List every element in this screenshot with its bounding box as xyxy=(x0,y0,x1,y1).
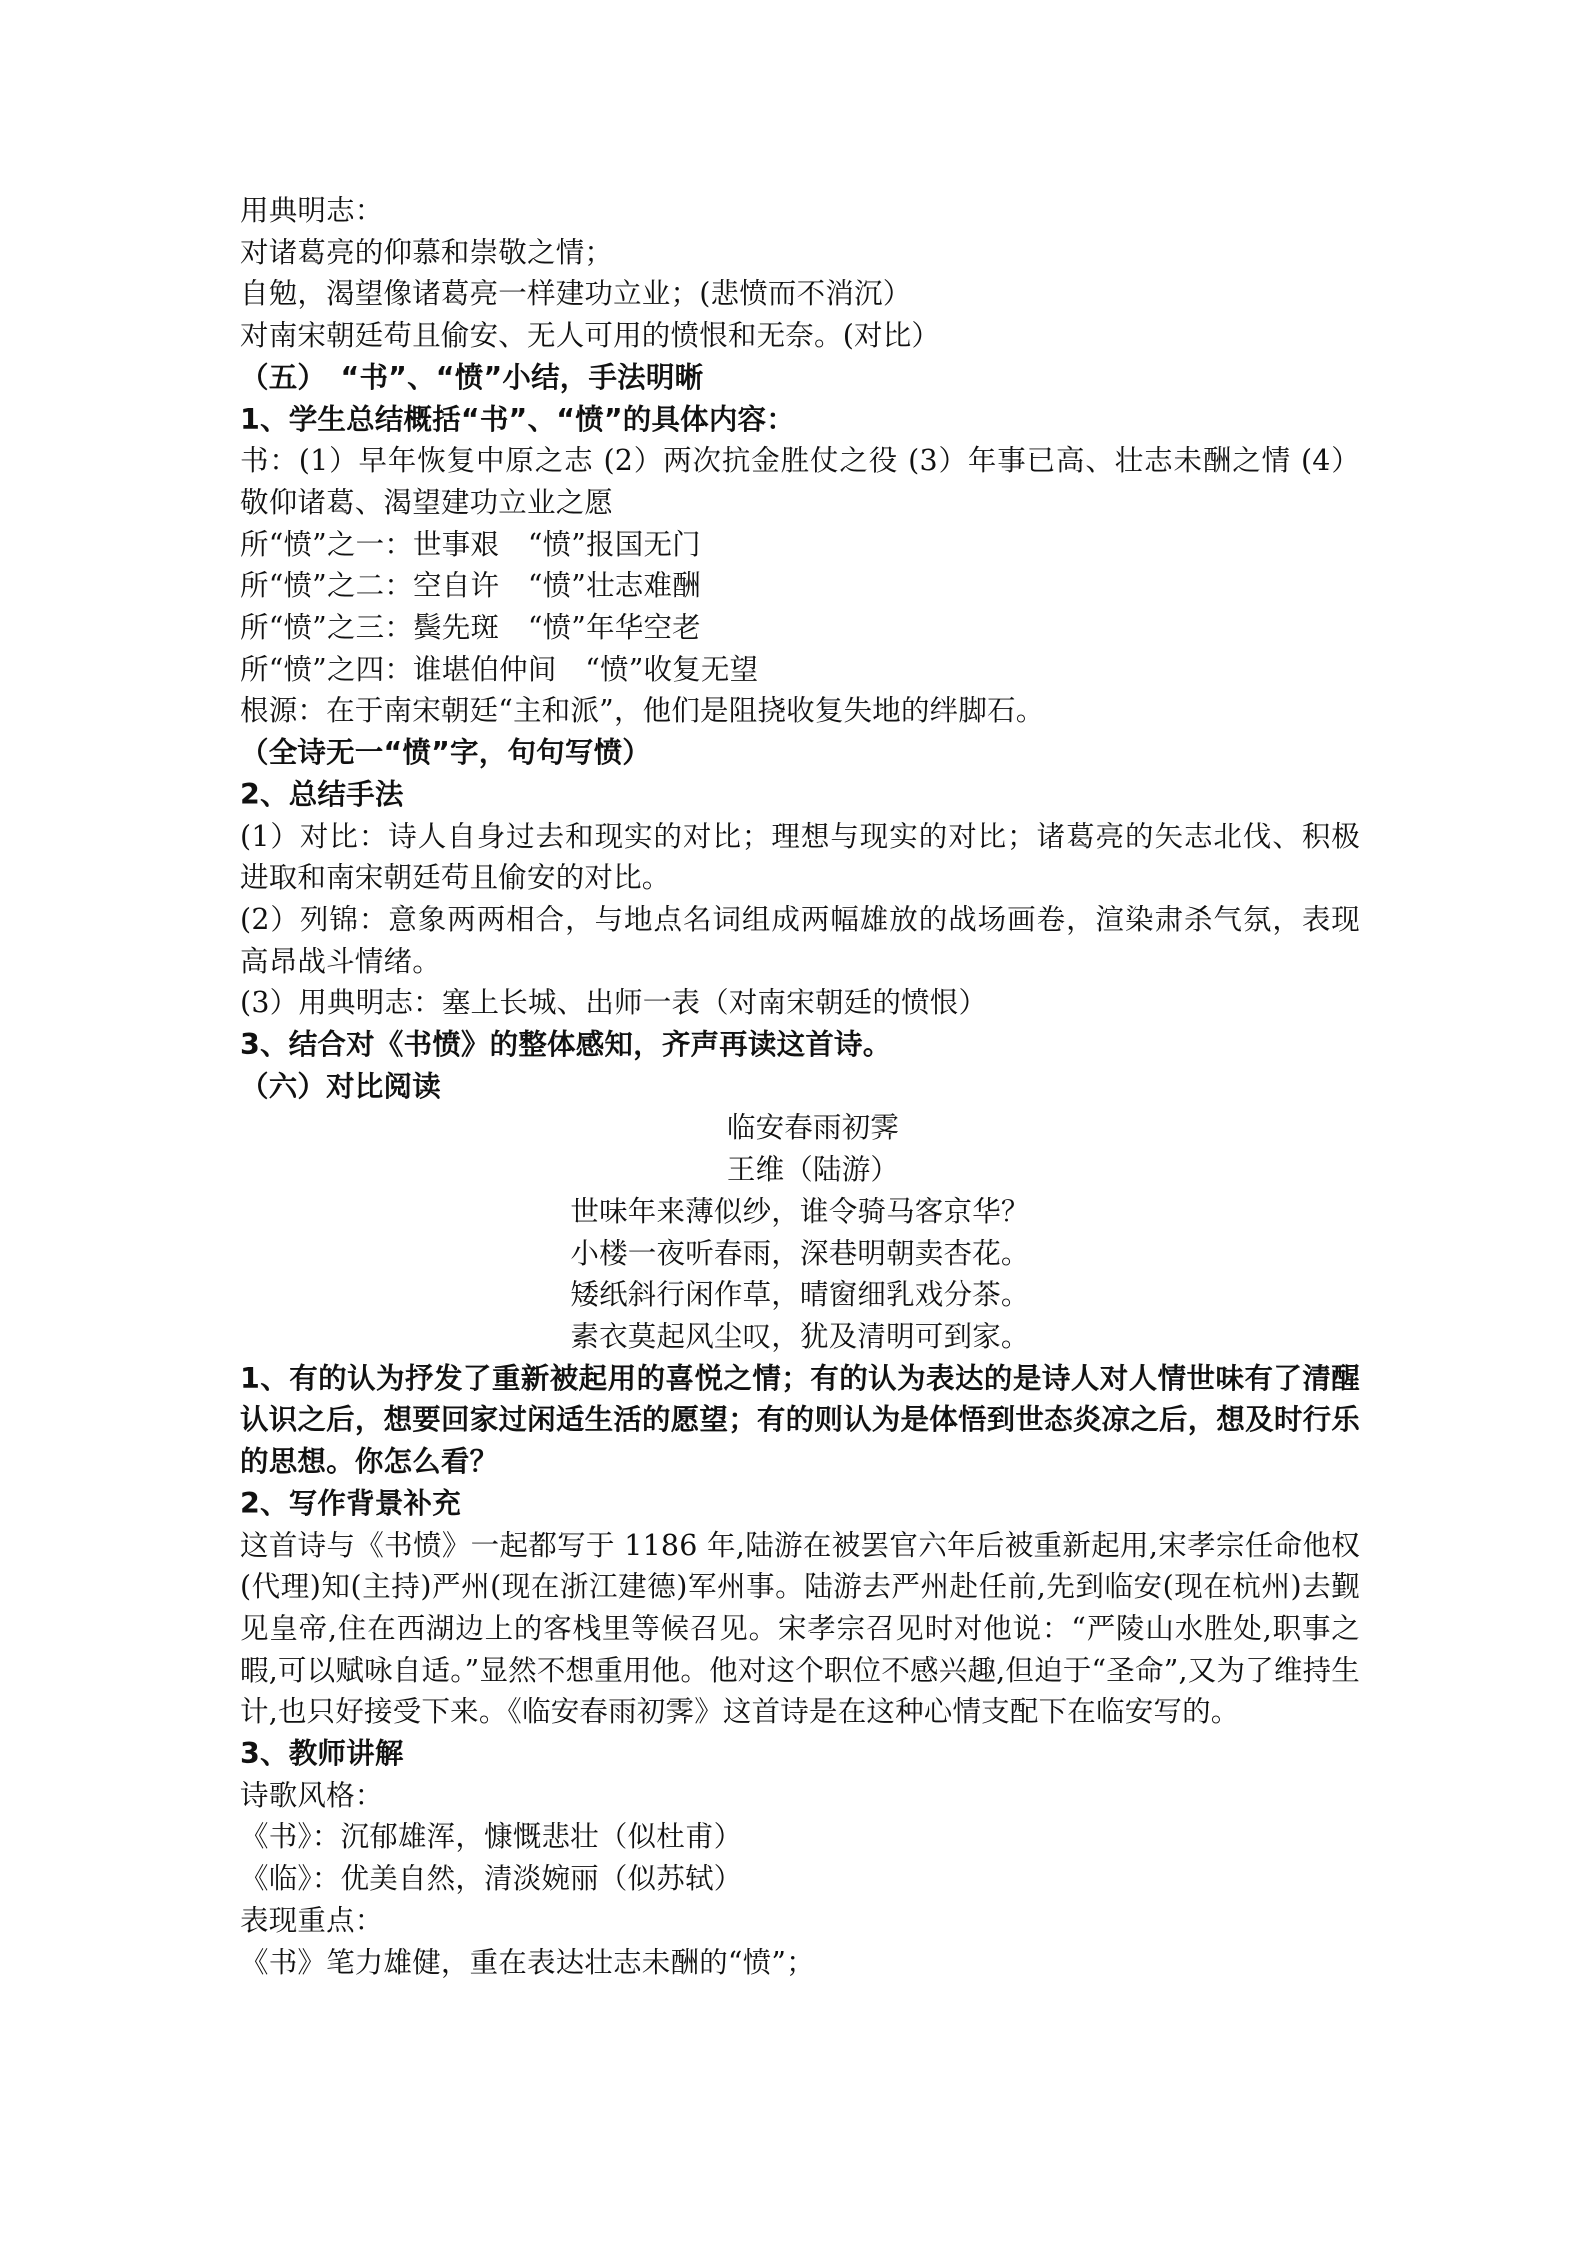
shu-content: 书：(1）早年恢复中原之志 (2）两次抗金胜仗之役 (3）年事已高、壮志未酬之情 (4）敬仰诸葛、渴望建功立业之愿 xyxy=(240,444,1360,519)
text-line: 表现重点： xyxy=(240,1903,384,1937)
text-line: 《书》笔力雄健，重在表达壮志未酬的“愤”； xyxy=(240,1945,815,1979)
fen-line: 所“愤”之三：鬓先斑 “愤”年华空老 xyxy=(240,611,701,645)
poem-line: 世味年来薄似纱，谁令骑马客京华？ xyxy=(570,1194,1030,1228)
root-line: 根源：在于南宋朝廷“主和派”，他们是阻挠收复失地的绊脚石。 xyxy=(240,694,1045,728)
fen-line: 所“愤”之一：世事艰 “愤”报国无门 xyxy=(240,527,701,561)
technique-item: (1）对比：诗人自身过去和现实的对比；理想与现实的对比；诸葛亮的矢志北伐、积极进取和南宋朝廷苟且偷安的对比。 xyxy=(240,819,1360,895)
text-line: 《临》：优美自然，清淡婉丽（似苏轼） xyxy=(240,1862,743,1896)
poem-author: 王维（陆游） xyxy=(726,1153,900,1187)
poem-line: 小楼一夜听春雨，深巷明朝卖杏花。 xyxy=(570,1236,1030,1270)
poem-line: 矮纸斜行闲作草，晴窗细乳戏分茶。 xyxy=(570,1278,1030,1312)
text-line: 诗歌风格： xyxy=(240,1778,384,1812)
item-heading: 1、学生总结概括“书”、“愤”的具体内容： xyxy=(240,402,795,436)
item-heading: 2、总结手法 xyxy=(240,777,404,811)
technique-item: (3）用典明志：塞上长城、出师一表（对南宋朝廷的愤恨） xyxy=(240,986,988,1020)
item-heading: 2、写作背景补充 xyxy=(240,1486,461,1520)
fen-line: 所“愤”之四：谁堪伯仲间 “愤”收复无望 xyxy=(240,652,759,686)
text-line: 自勉，渴望像诸葛亮一样建功立业；(悲愤而不消沉） xyxy=(240,277,912,311)
text-line: 对诸葛亮的仰慕和崇敬之情； xyxy=(240,235,614,269)
item-heading: 3、结合对《书愤》的整体感知，齐声再读这首诗。 xyxy=(240,1028,892,1062)
section-heading: （六）对比阅读 xyxy=(240,1069,441,1103)
text-line: 《书》：沉郁雄浑，慷慨悲壮（似杜甫） xyxy=(240,1820,743,1854)
poem-line: 素衣莫起风尘叹，犹及清明可到家。 xyxy=(570,1319,1030,1353)
summary-line: （全诗无一“愤”字，句句写愤） xyxy=(240,736,651,770)
document-body xyxy=(240,190,1360,1983)
text-line: 对南宋朝廷苟且偷安、无人可用的愤恨和无奈。(对比） xyxy=(240,319,941,353)
background-paragraph: 这首诗与《书愤》一起都写于 1186 年,陆游在被罢官六年后被重新起用,宋孝宗任命他权(代理)知(主持)严州(现在浙江建德)军州事。陆游去严州赴任前,先到临安(现在杭州)去觐见皇帝,住在西湖边上的客栈里等候召见。宋孝宗召见时对他说：“严陵山水胜处,职事之暇,可以赋咏自适。”显然不想重用他。他对这个职位不感兴趣,但迫于“圣命”,又为了维持生计,也只好接受下来。《临安春雨初霁》这首诗是在这种心情支配下在临安写的。 xyxy=(240,1528,1360,1729)
question-1: 1、有的认为抒发了重新被起用的喜悦之情；有的认为表达的是诗人对人情世味有了清醒认识之后，想要回家过闲适生活的愿望；有的则认为是体悟到世态炎凉之后，想及时行乐的思想。你怎么看？ xyxy=(240,1361,1360,1479)
section-heading: （五） “书”、“愤”小结，手法明晰 xyxy=(240,360,704,394)
technique-item: (2）列锦：意象两两相合，与地点名词组成两幅雄放的战场画卷，渲染肃杀气氛，表现高昂战斗情绪。 xyxy=(240,902,1360,978)
poem-title: 临安春雨初霁 xyxy=(726,1111,900,1145)
fen-line: 所“愤”之二：空自许 “愤”壮志难酬 xyxy=(240,569,701,603)
text-line: 用典明志： xyxy=(240,194,384,227)
item-heading: 3、教师讲解 xyxy=(240,1737,404,1771)
